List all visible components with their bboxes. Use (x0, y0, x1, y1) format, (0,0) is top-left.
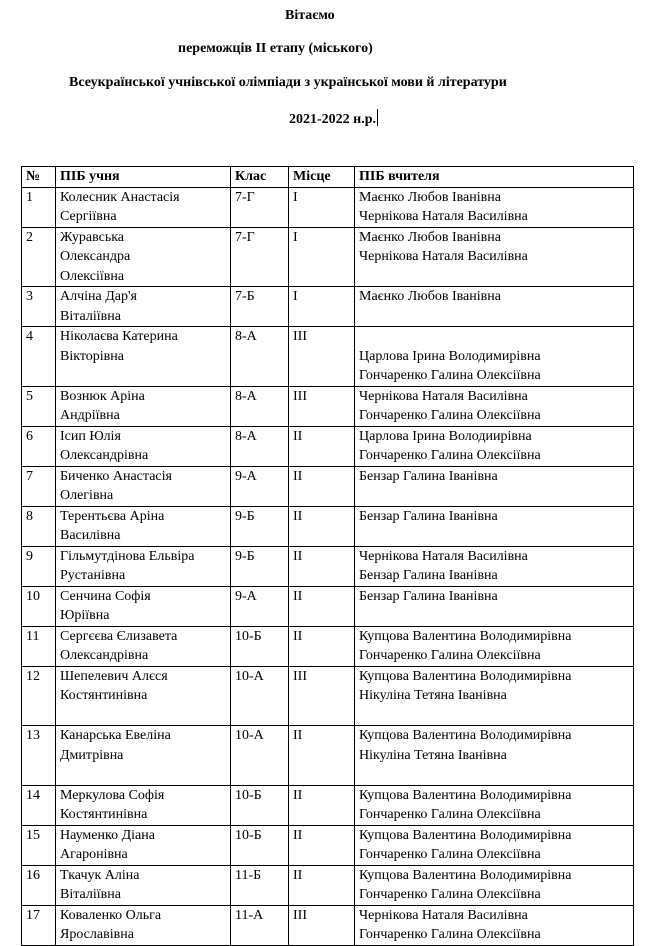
table-row (22, 666, 634, 726)
teacher-name-line: Нікуліна Тетяна Іванівна (359, 688, 507, 703)
table-row (22, 626, 634, 666)
student-name-line: Журавська (60, 229, 125, 245)
teacher-names (355, 726, 634, 786)
teacher-name-line: Купцова Валентина Володимирівна (359, 827, 572, 843)
student-class: 7-Г (231, 187, 289, 227)
student-name (56, 546, 231, 586)
student-place: ІІІ (289, 666, 355, 726)
table-header-row (22, 167, 634, 188)
row-number: 6 (22, 426, 56, 466)
title-winners: переможців ІІ етапу (міського) (178, 41, 373, 56)
student-name-line: Шепелевич Алєся (60, 668, 168, 684)
header-student-name: ПІБ учня (56, 167, 231, 188)
row-number: 17 (22, 905, 56, 945)
teacher-name-line: Царлова Ірина Володимирівна (359, 348, 541, 364)
student-name-line: Гільмутдінова Ельвіра (60, 548, 195, 564)
student-place: ІІ (289, 825, 355, 865)
teacher-name-line: Гончаренко Галина Олексіївна (359, 807, 541, 822)
student-place: ІІ (289, 726, 355, 786)
student-place: ІІ (289, 626, 355, 666)
student-name (56, 227, 231, 287)
student-place: ІІІ (289, 327, 355, 387)
student-place: І (289, 227, 355, 287)
teacher-names (355, 666, 634, 726)
student-place: ІІ (289, 426, 355, 466)
teacher-name-line: Гончаренко Галина Олексіївна (359, 648, 541, 663)
table-row (22, 506, 634, 546)
table-row (22, 905, 634, 945)
student-class: 10-А (231, 666, 289, 726)
student-name (56, 905, 231, 945)
teacher-name-line: Чернікова Наталя Василівна (359, 548, 528, 564)
student-class: 8-А (231, 426, 289, 466)
student-name (56, 287, 231, 327)
teacher-name-line: Бензар Галина Іванівна (359, 468, 498, 484)
title-year (289, 109, 378, 128)
row-number: 10 (22, 586, 56, 626)
student-name-line: Биченко Анастасія (60, 468, 172, 484)
table-row (22, 726, 634, 786)
table-row (22, 187, 634, 227)
teacher-name-line: Бензар Галина Іванівна (359, 568, 498, 583)
table-row (22, 287, 634, 327)
title-greeting: Вітаємо (285, 8, 335, 23)
teacher-name-line: Чернікова Наталя Василівна (359, 209, 528, 224)
row-number: 13 (22, 726, 56, 786)
header-place: Місце (289, 167, 355, 188)
table-row (22, 546, 634, 586)
table-row (22, 865, 634, 905)
student-name (56, 426, 231, 466)
teacher-name-line: Чернікова Наталя Василівна (359, 388, 528, 404)
student-class: 8-А (231, 386, 289, 426)
student-name-line: Ярославівна (60, 927, 134, 942)
teacher-names (355, 905, 634, 945)
student-class: 9-А (231, 466, 289, 506)
teacher-names (355, 386, 634, 426)
student-name-line: Вікторівна (60, 348, 124, 364)
row-number: 7 (22, 466, 56, 506)
teacher-names (355, 506, 634, 546)
header-number: № (22, 167, 56, 188)
table-row (22, 785, 634, 825)
student-name-line: Терентьєва Аріна (60, 508, 165, 524)
row-number: 12 (22, 666, 56, 726)
row-number: 15 (22, 825, 56, 865)
teacher-names (355, 426, 634, 466)
row-number: 11 (22, 626, 56, 666)
student-name-line: Сенчина Софія (60, 588, 151, 604)
student-place: ІІІ (289, 386, 355, 426)
student-class: 8-А (231, 327, 289, 387)
table-row (22, 426, 634, 466)
student-name (56, 506, 231, 546)
student-name (56, 626, 231, 666)
student-place: ІІ (289, 586, 355, 626)
student-name (56, 785, 231, 825)
student-place: І (289, 187, 355, 227)
teacher-names (355, 466, 634, 506)
student-name-line: Олегівна (60, 488, 114, 503)
student-class: 9-А (231, 586, 289, 626)
student-name (56, 187, 231, 227)
teacher-name-line: Царлова Ірина Володиирівна (359, 428, 532, 444)
teacher-name-line: Чернікова Наталя Василівна (359, 907, 528, 923)
teacher-name-line: Маєнко Любов Іванівна (359, 289, 501, 304)
student-class: 11-А (231, 905, 289, 945)
student-place: ІІ (289, 466, 355, 506)
student-name (56, 865, 231, 905)
student-place: ІІ (289, 865, 355, 905)
student-name-line: Ткачук Аліна (60, 867, 140, 883)
student-name-line: Віталіївна (60, 308, 121, 324)
student-class: 11-Б (231, 865, 289, 905)
teacher-name-line: Купцова Валентина Володимирівна (359, 668, 572, 684)
teacher-names (355, 825, 634, 865)
student-class: 9-Б (231, 506, 289, 546)
student-name-line: Меркулова Софія (60, 787, 165, 803)
student-name (56, 726, 231, 786)
teacher-names (355, 626, 634, 666)
student-place: І (289, 287, 355, 327)
table-row (22, 586, 634, 626)
student-name-line: Канарська Евеліна (60, 728, 171, 743)
student-name-line: Алчіна Дар'я (60, 289, 137, 304)
row-number: 9 (22, 546, 56, 586)
table-row (22, 327, 634, 387)
student-name-line: Науменко Діана (60, 827, 155, 843)
student-name-line: Олександрівна (60, 448, 149, 463)
teacher-name-line: Бензар Галина Іванівна (359, 508, 498, 524)
student-name-line: Колесник Анастасія (60, 189, 180, 205)
student-name-line: Сергіївна (60, 209, 117, 224)
teacher-names (355, 865, 634, 905)
student-name-line: Віталіївна (60, 887, 121, 902)
teacher-name-line: Купцова Валентина Володимирівна (359, 628, 572, 644)
teacher-name-line: Гончаренко Галина Олексіївна (359, 927, 541, 942)
table-row (22, 386, 634, 426)
teacher-names (355, 785, 634, 825)
student-name (56, 327, 231, 387)
teacher-name-line: Нікуліна Тетяна Іванівна (359, 747, 507, 763)
student-name-line: Рустанівна (60, 568, 126, 583)
teacher-name-line: Чернікова Наталя Василівна (359, 249, 528, 264)
teacher-names (355, 586, 634, 626)
header-class: Клас (231, 167, 289, 188)
teacher-name-line: Маєнко Любов Іванівна (359, 229, 501, 245)
teacher-name-line: Купцова Валентина Володимирівна (359, 787, 572, 803)
teacher-names (355, 287, 634, 327)
table-body (22, 187, 634, 945)
table-row (22, 227, 634, 287)
row-number: 2 (22, 227, 56, 287)
teacher-names (355, 327, 634, 387)
student-name-line: Василівна (60, 528, 121, 543)
teacher-name-line: Гончаренко Галина Олексіївна (359, 847, 541, 862)
student-name-line: Вознюк Аріна (60, 388, 145, 404)
student-place: ІІІ (289, 905, 355, 945)
row-number: 5 (22, 386, 56, 426)
row-number: 4 (22, 327, 56, 387)
student-name (56, 586, 231, 626)
student-name-line: Олександрівна (60, 648, 149, 663)
teacher-name-line: Гончаренко Галина Олексіївна (359, 368, 541, 383)
teacher-names (355, 546, 634, 586)
student-class: 10-Б (231, 785, 289, 825)
student-name-line: Олександра (60, 249, 131, 264)
student-class: 10-Б (231, 825, 289, 865)
table-row (22, 825, 634, 865)
student-class: 7-Б (231, 287, 289, 327)
student-name (56, 666, 231, 726)
title-olympiad: Всеукраїнської учнівської олімпіади з української мови й літератури (69, 75, 507, 90)
student-class: 10-Б (231, 626, 289, 666)
student-name-line: Сергєєва Єлизавета (60, 628, 178, 644)
row-number: 8 (22, 506, 56, 546)
teacher-name-line: Бензар Галина Іванівна (359, 588, 498, 604)
table-row (22, 466, 634, 506)
student-place: ІІ (289, 506, 355, 546)
teacher-name-line: Гончаренко Галина Олексіївна (359, 448, 541, 463)
student-name (56, 825, 231, 865)
student-name-line: Костянтинівна (60, 688, 148, 703)
row-number: 14 (22, 785, 56, 825)
student-name-line: Олексіївна (60, 268, 125, 284)
winners-table (21, 166, 634, 946)
row-number: 16 (22, 865, 56, 905)
row-number: 3 (22, 287, 56, 327)
student-name-line: Юріївна (60, 608, 110, 623)
student-name-line: Андріївна (60, 408, 120, 423)
teacher-name-line: Маєнко Любов Іванівна (359, 189, 501, 205)
student-place: ІІ (289, 546, 355, 586)
header-teacher-name: ПІБ вчителя (355, 167, 634, 188)
student-class: 7-Г (231, 227, 289, 287)
title-year-text: 2021-2022 н.р. (289, 112, 377, 127)
row-number: 1 (22, 187, 56, 227)
student-name-line: Костянтинівна (60, 807, 148, 822)
student-name-line: Ніколаєва Катерина (60, 329, 178, 344)
teacher-name-line: Гончаренко Галина Олексіївна (359, 887, 541, 902)
student-name (56, 466, 231, 506)
student-place: ІІ (289, 785, 355, 825)
student-name-line: Агаронівна (60, 847, 128, 862)
teacher-name-line: Купцова Валентина Володимирівна (359, 728, 572, 743)
teacher-name-line: Гончаренко Галина Олексіївна (359, 408, 541, 423)
student-name-line: Дмитрівна (60, 747, 124, 763)
student-name-line: Ісип Юлія (60, 428, 121, 444)
student-class: 9-Б (231, 546, 289, 586)
teacher-names (355, 227, 634, 287)
student-name-line: Коваленко Ольга (60, 907, 162, 923)
teacher-names (355, 187, 634, 227)
text-cursor (377, 109, 378, 126)
student-class: 10-А (231, 726, 289, 786)
teacher-name-line: Купцова Валентина Володимирівна (359, 867, 572, 883)
student-name (56, 386, 231, 426)
